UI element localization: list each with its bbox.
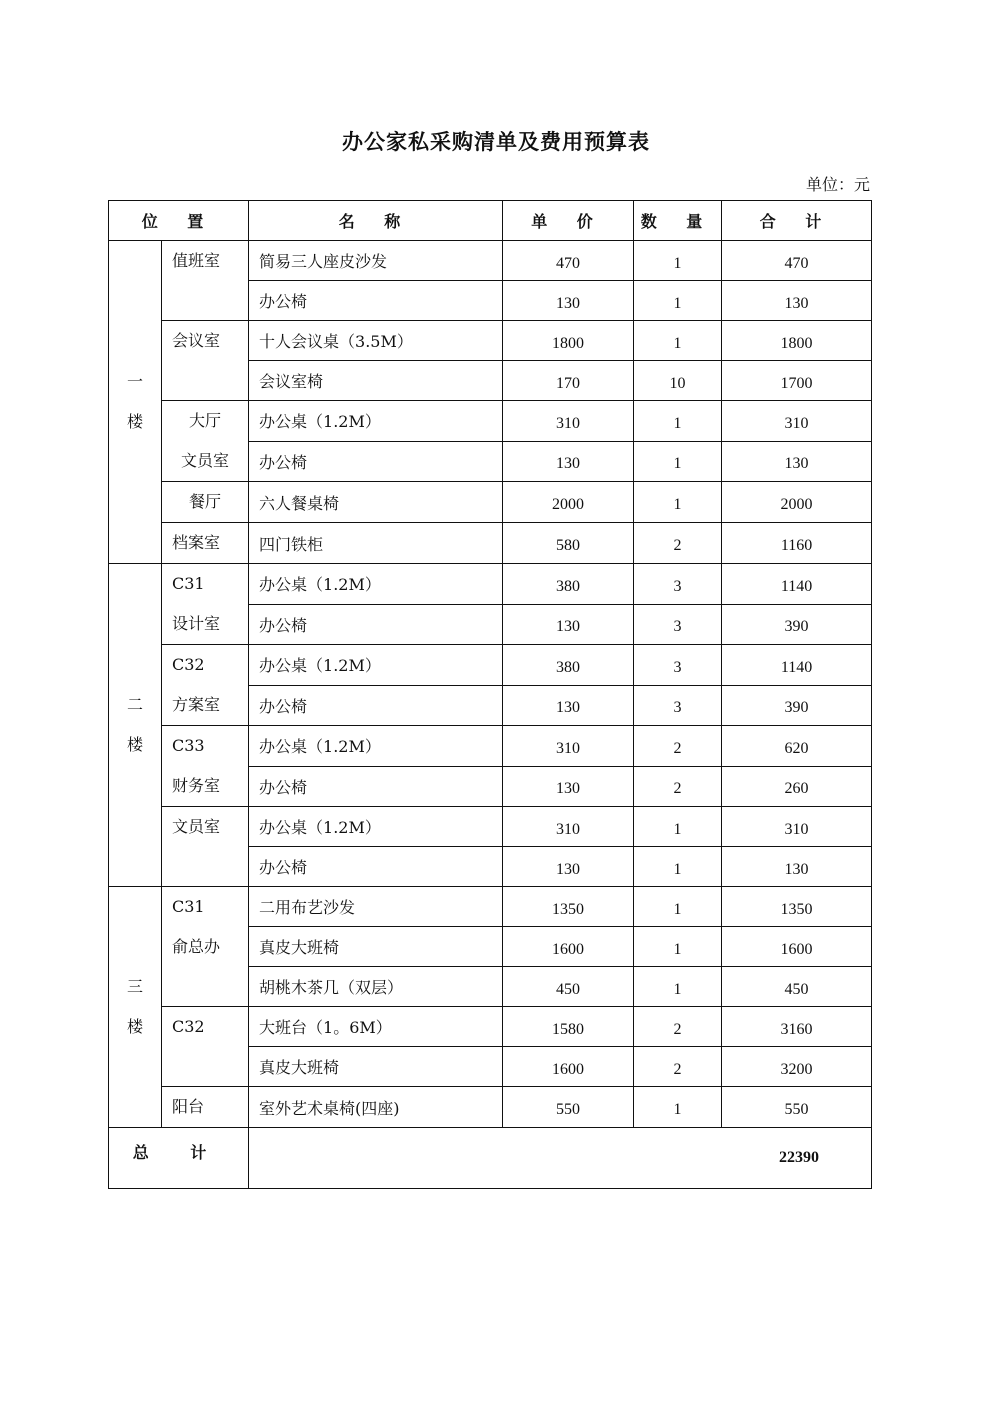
header-position: 位 置 [109, 201, 249, 241]
item-price: 130 [503, 766, 634, 807]
floor-cell-2 [109, 564, 162, 887]
item-name: 六人餐桌椅 [249, 482, 503, 523]
table-row [109, 726, 872, 767]
floor-label-char: 楼 [126, 1017, 143, 1036]
header-price: 单 价 [503, 201, 634, 241]
item-name: 办公桌（1.2M） [249, 401, 503, 442]
item-name: 办公桌（1.2M） [249, 564, 503, 605]
item-qty: 1 [634, 441, 722, 482]
table-row [109, 321, 872, 361]
item-qty: 1 [634, 807, 722, 847]
grand-total-label: 总 计 [109, 1128, 249, 1189]
item-qty: 1 [634, 321, 722, 361]
item-name: 办公椅 [249, 604, 503, 645]
page-title: 办公家私采购清单及费用预算表 [342, 129, 650, 154]
item-price: 1350 [503, 887, 634, 927]
item-name: 胡桃木茶几（双层） [249, 967, 503, 1007]
item-qty: 2 [634, 523, 722, 564]
room-cell: 餐厅 [162, 482, 249, 523]
table-row [109, 401, 872, 442]
item-total: 1140 [722, 564, 872, 605]
item-price: 310 [503, 807, 634, 847]
item-total: 260 [722, 766, 872, 807]
item-total: 1800 [722, 321, 872, 361]
item-name: 办公桌（1.2M） [249, 726, 503, 767]
item-name: 办公椅 [249, 441, 503, 482]
item-total: 1600 [722, 927, 872, 967]
room-cell: 值班室 [162, 241, 249, 321]
item-qty: 1 [634, 281, 722, 321]
item-price: 1800 [503, 321, 634, 361]
table-row [109, 523, 872, 564]
header-row [109, 201, 872, 241]
item-total: 3200 [722, 1047, 872, 1087]
item-price: 130 [503, 441, 634, 482]
item-total: 130 [722, 281, 872, 321]
table-row [109, 1087, 872, 1128]
table-row [109, 241, 872, 281]
room-cell [162, 726, 249, 807]
room-cell: C32 [162, 1007, 249, 1087]
item-total: 620 [722, 726, 872, 767]
item-name: 办公椅 [249, 685, 503, 726]
item-qty: 10 [634, 361, 722, 401]
item-price: 1600 [503, 1047, 634, 1087]
item-total: 1160 [722, 523, 872, 564]
room-cell [162, 887, 249, 1007]
table-row [109, 564, 872, 605]
item-qty: 3 [634, 685, 722, 726]
room-label: C33 [172, 736, 205, 755]
item-name: 十人会议桌（3.5M） [249, 321, 503, 361]
item-name: 四门铁柜 [249, 523, 503, 564]
grand-total-value: 22390 [249, 1128, 872, 1189]
item-qty: 1 [634, 241, 722, 281]
item-total: 130 [722, 441, 872, 482]
item-price: 550 [503, 1087, 634, 1128]
item-total: 310 [722, 401, 872, 442]
item-qty: 3 [634, 604, 722, 645]
room-cell [162, 564, 249, 645]
room-cell [162, 401, 249, 482]
item-name: 办公椅 [249, 281, 503, 321]
item-name: 办公椅 [249, 847, 503, 887]
grand-total-row [109, 1128, 872, 1189]
room-label: 文员室 [181, 451, 230, 470]
item-qty: 2 [634, 726, 722, 767]
item-qty: 2 [634, 1007, 722, 1047]
item-price: 130 [503, 685, 634, 726]
item-total: 1140 [722, 645, 872, 686]
item-qty: 3 [634, 564, 722, 605]
item-price: 130 [503, 847, 634, 887]
header-total: 合 计 [722, 201, 872, 241]
floor-label-char: 楼 [126, 412, 143, 431]
item-name: 会议室椅 [249, 361, 503, 401]
room-label: C32 [172, 655, 205, 674]
item-price: 1600 [503, 927, 634, 967]
room-cell: 阳台 [162, 1087, 249, 1128]
item-name: 简易三人座皮沙发 [249, 241, 503, 281]
item-qty: 1 [634, 401, 722, 442]
item-total: 1350 [722, 887, 872, 927]
table-row [109, 887, 872, 927]
item-total: 1700 [722, 361, 872, 401]
item-name: 二用布艺沙发 [249, 887, 503, 927]
item-name: 大班台（1。6M） [249, 1007, 503, 1047]
item-price: 1580 [503, 1007, 634, 1047]
room-label: 方案室 [172, 695, 221, 714]
item-qty: 1 [634, 967, 722, 1007]
item-total: 470 [722, 241, 872, 281]
item-price: 130 [503, 604, 634, 645]
item-name: 真皮大班椅 [249, 1047, 503, 1087]
floor-cell-1 [109, 241, 162, 564]
table-row [109, 807, 872, 847]
item-total: 130 [722, 847, 872, 887]
floor-label-char: 二 [126, 695, 143, 714]
item-name: 办公桌（1.2M） [249, 645, 503, 686]
table-row [109, 1007, 872, 1047]
item-qty: 1 [634, 847, 722, 887]
room-label: 俞总办 [172, 937, 221, 956]
item-price: 380 [503, 564, 634, 605]
item-total: 3160 [722, 1007, 872, 1047]
item-name: 办公椅 [249, 766, 503, 807]
item-total: 390 [722, 604, 872, 645]
room-label: 大厅 [189, 411, 222, 430]
item-qty: 3 [634, 645, 722, 686]
item-price: 310 [503, 401, 634, 442]
room-cell: 文员室 [162, 807, 249, 887]
header-qty: 数 量 [634, 201, 722, 241]
room-label: C31 [172, 897, 205, 916]
item-name: 室外艺术桌椅(四座) [249, 1087, 503, 1128]
item-qty: 2 [634, 1047, 722, 1087]
room-cell: 档案室 [162, 523, 249, 564]
unit-label: 单位：元 [805, 175, 870, 194]
budget-table [108, 200, 872, 1189]
item-price: 580 [503, 523, 634, 564]
item-price: 2000 [503, 482, 634, 523]
item-total: 550 [722, 1087, 872, 1128]
item-price: 380 [503, 645, 634, 686]
item-qty: 1 [634, 887, 722, 927]
item-qty: 1 [634, 1087, 722, 1128]
item-qty: 1 [634, 482, 722, 523]
item-price: 450 [503, 967, 634, 1007]
item-name: 办公桌（1.2M） [249, 807, 503, 847]
item-total: 310 [722, 807, 872, 847]
header-name: 名 称 [249, 201, 503, 241]
item-qty: 1 [634, 927, 722, 967]
room-label: C31 [172, 574, 205, 593]
floor-label-char: 楼 [126, 735, 143, 754]
room-cell: 会议室 [162, 321, 249, 401]
item-total: 2000 [722, 482, 872, 523]
room-cell [162, 645, 249, 726]
room-label: 设计室 [172, 614, 221, 633]
table-row [109, 482, 872, 523]
floor-label-char: 一 [126, 372, 143, 391]
item-price: 170 [503, 361, 634, 401]
item-price: 310 [503, 726, 634, 767]
floor-cell-3 [109, 887, 162, 1128]
room-label: 财务室 [172, 776, 221, 795]
floor-label-char: 三 [126, 977, 143, 996]
table-row [109, 645, 872, 686]
item-total: 390 [722, 685, 872, 726]
item-price: 130 [503, 281, 634, 321]
item-total: 450 [722, 967, 872, 1007]
item-price: 470 [503, 241, 634, 281]
item-qty: 2 [634, 766, 722, 807]
item-name: 真皮大班椅 [249, 927, 503, 967]
